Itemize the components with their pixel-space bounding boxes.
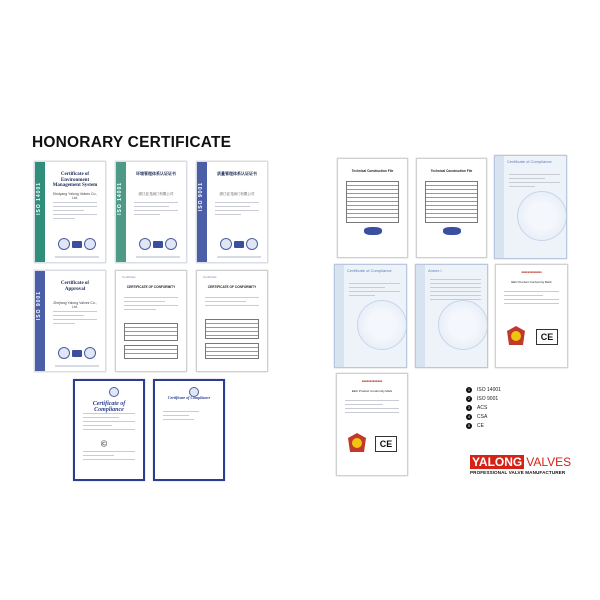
brand-tagline: PROFESSIONAL VALVE MANUFACTURER <box>470 470 566 475</box>
text-lines <box>504 291 559 307</box>
brand-name-highlight: YALONG <box>472 455 523 469</box>
document-header: Certificate <box>203 275 217 279</box>
text-lines <box>124 297 178 313</box>
accreditation-logos <box>219 238 259 250</box>
text-lines <box>345 400 399 416</box>
document-title: EEC Product Conformity Mark <box>351 389 393 393</box>
data-table <box>346 181 399 223</box>
certificate-title: Certificate of Environment Management System <box>52 172 98 188</box>
watermark-seal-icon <box>438 300 488 350</box>
certificate-title: 质量管理体系认证证书 <box>217 171 257 176</box>
text-lines <box>83 451 135 463</box>
band-label: ISO 14001 <box>36 182 42 215</box>
ce-mark-icon: CE <box>536 329 558 345</box>
document-title: Certificate of Compliance <box>92 401 126 413</box>
certificate-holder: Zhejiang Yalong Valves Co., Ltd. <box>53 301 97 309</box>
certificate-conformity-b[interactable] <box>196 270 268 372</box>
text-lines <box>215 202 259 218</box>
document-title: Annex I <box>428 268 442 273</box>
ce-mark-icon: CE <box>375 436 397 452</box>
accreditation-logos <box>57 238 97 250</box>
ce-certificate-2[interactable]: ■■■■■■■■■■■■■ EEC Product Conformity Mark CE <box>336 373 408 476</box>
technical-construction-file-1[interactable] <box>337 158 408 258</box>
legend-item: 3 ACS <box>467 404 488 411</box>
certificate-of-compliance-blue-top[interactable] <box>494 155 567 259</box>
band-label: ISO 9001 <box>198 182 204 212</box>
text-lines <box>134 202 178 218</box>
certificate-of-compliance-blue-mid[interactable] <box>334 264 407 368</box>
certificate-of-compliance-1[interactable] <box>73 379 145 481</box>
annex-document[interactable] <box>415 264 488 368</box>
certificate-holder: Shuiyang Yalong Valves Co., Ltd. <box>52 192 98 200</box>
text-lines <box>509 174 560 190</box>
certificate-holder: 浙江亚龙阀门有限公司 <box>138 192 174 196</box>
legend-item: 5 CE <box>467 422 484 429</box>
text-lines <box>205 297 259 309</box>
data-table <box>124 345 178 359</box>
data-table <box>205 343 259 359</box>
watermark-seal-icon <box>517 191 567 241</box>
text-lines <box>163 411 215 423</box>
certification-legend <box>466 385 501 430</box>
certificate-iso14001-chinese[interactable] <box>115 161 187 263</box>
band-label: ISO 14001 <box>117 182 123 215</box>
document-title: Technical Construction File <box>351 169 394 173</box>
data-table <box>124 323 178 341</box>
text-lines <box>53 311 97 327</box>
certificate-title: 环境管理体系认证证书 <box>136 171 176 176</box>
text-lines <box>83 413 135 433</box>
approval-stamp-icon <box>443 227 461 235</box>
text-lines <box>53 202 97 222</box>
document-title: EEC Product Conformity Mark <box>511 280 552 284</box>
text-lines <box>430 279 481 303</box>
certificate-conformity-a[interactable] <box>115 270 187 372</box>
watermark-seal-icon <box>357 300 407 350</box>
brand-name-rest: VALVES <box>526 455 572 469</box>
accreditation-logos <box>57 347 97 359</box>
document-title: Certificate of Compliance <box>167 395 211 400</box>
certificate-of-compliance-2[interactable] <box>153 379 225 481</box>
technical-construction-file-2[interactable] <box>416 158 487 258</box>
document-title: Certificate of Compliance <box>347 268 392 273</box>
certificate-iso9001-chinese[interactable] <box>196 161 268 263</box>
certificate-iso9001-english[interactable] <box>34 270 106 372</box>
text-lines <box>349 283 400 299</box>
page-title: HONORARY CERTIFICATE <box>32 134 232 151</box>
band-label: ISO 9001 <box>36 291 42 321</box>
legend-item: 1 ISO 14001 <box>467 386 501 393</box>
document-title: CERTIFICATE OF CONFORMITY <box>207 285 257 289</box>
approval-stamp-icon <box>364 227 382 235</box>
legend-item: 2 ISO 9001 <box>467 395 499 402</box>
brand-logo <box>470 456 571 475</box>
certificate-iso14001-english[interactable] <box>34 161 106 263</box>
csa-mark-icon: Ⓒ <box>101 442 108 448</box>
document-header: Certificate <box>122 275 136 279</box>
data-table <box>205 319 259 339</box>
data-table <box>425 181 478 223</box>
certificate-title: Certificate of Approval <box>60 281 90 292</box>
document-title: Certificate of Compliance <box>507 159 552 164</box>
csa-logo-icon <box>109 387 119 397</box>
accreditation-logos <box>138 238 178 250</box>
red-seal-icon <box>506 325 526 347</box>
certificate-holder: 浙江亚龙阀门有限公司 <box>219 192 255 196</box>
document-title: Technical Construction File <box>430 169 473 173</box>
red-seal-icon <box>347 432 367 454</box>
legend-item: 4 CSA <box>467 413 488 420</box>
document-title: CERTIFICATE OF CONFORMITY <box>126 285 176 289</box>
ce-certificate-1[interactable]: ■■■■■■■■■■■■■ EEC Product Conformity Mark CE <box>495 264 568 368</box>
